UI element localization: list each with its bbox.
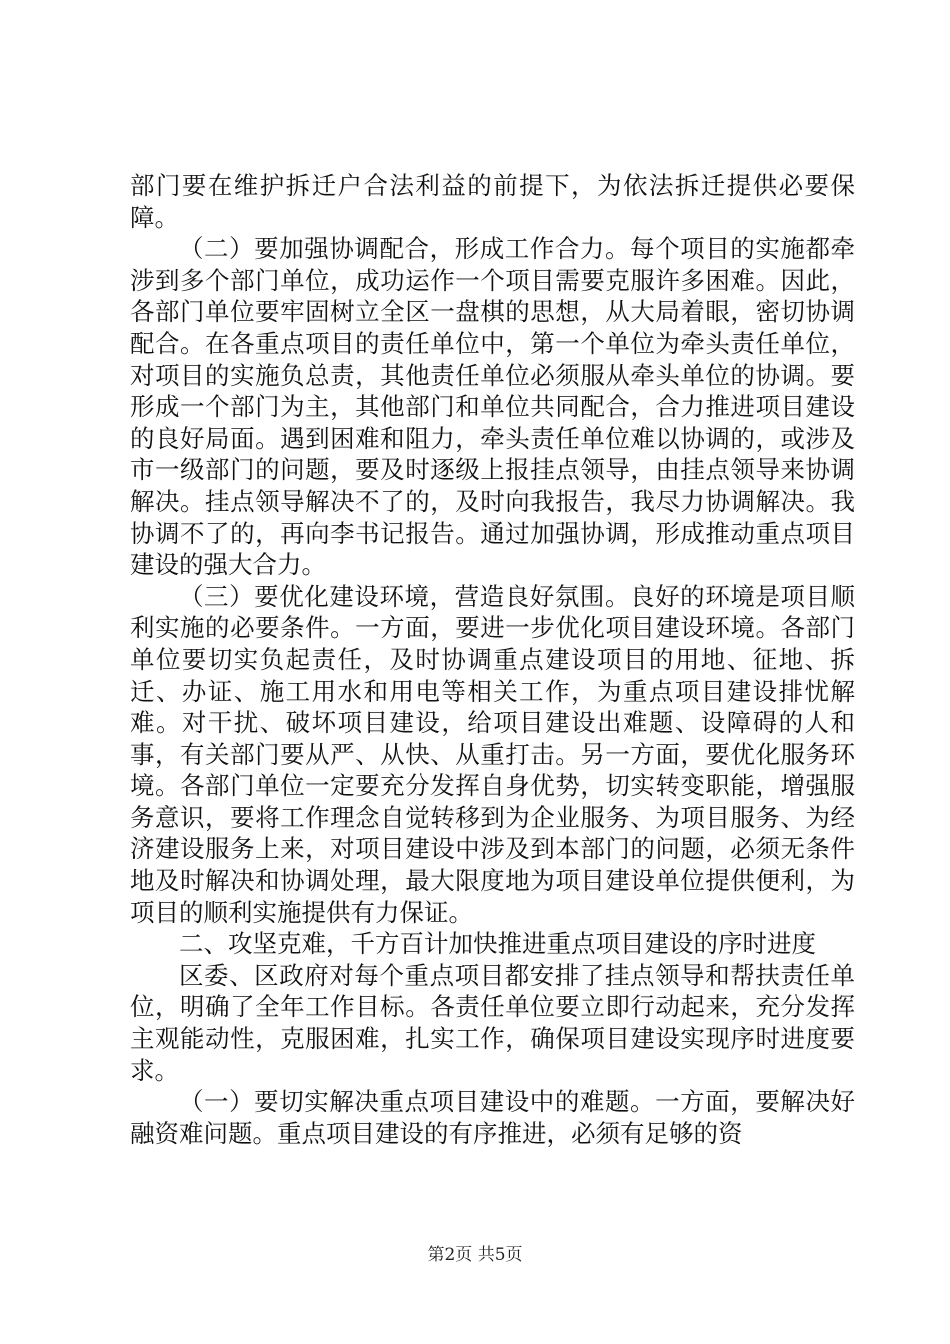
paragraph-coordination: （二）要加强协调配合，形成工作合力。每个项目的实施都牵涉到多个部门单位，成功运作一个项目需要克服许多困难。因此，各部门单位要牢固树立全区一盘棋的思想，从大局着眼，密切协调配合。在各重点项目的责任单位中，第一个单位为牵头责任单位，对项目的实施负总责，其他责任单位必须服从牵头单位的协调。要形成一个部门为主，其他部门和单位共同配合，合力推进项目建设的良好局面。遇到困难和阻力，牵头责任单位难以协调的，或涉及市一级部门的问题，要及时逐级上报挂点领导，由挂点领导来协调解决。挂点领导解决不了的，及时向我报告，我尽力协调解决。我协调不了的，再向李书记报告。通过加强协调，形成推动重点项目建设的强大合力。 <box>130 234 855 580</box>
paragraph-financing: （一）要切实解决重点项目建设中的难题。一方面，要解决好融资难问题。重点项目建设的有序推进，必须有足够的资 <box>130 1087 855 1148</box>
document-body <box>130 170 855 1149</box>
paragraph-responsibility: 区委、区政府对每个重点项目都安排了挂点领导和帮扶责任单位，明确了全年工作目标。各责任单位要立即行动起来，充分发挥主观能动性，克服困难，扎实工作，确保项目建设实现序时进度要求。 <box>130 960 855 1085</box>
section-heading-two: 二、攻坚克难，千方百计加快推进重点项目建设的序时进度 <box>179 929 816 959</box>
paragraph-environment: （三）要优化建设环境，营造良好氛围。良好的环境是项目顺利实施的必要条件。一方面，要进一步优化项目建设环境。各部门单位要切实负起责任，及时协调重点建设项目的用地、征地、拆迁、办证、施工用水和用电等相关工作，为重点项目建设排忧解难。对干扰、破坏项目建设，给项目建设出难题、设障碍的人和事，有关部门要从严、从快、从重打击。另一方面，要优化服务环境。各部门单位一定要充分发挥自身优势，切实转变职能，增强服务意识，要将工作理念自觉转移到为企业服务、为项目服务、为经济建设服务上来，对项目建设中涉及到本部门的问题，必须无条件地及时解决和协调处理，最大限度地为项目建设单位提供便利，为项目的顺利实施提供有力保证。 <box>130 581 855 927</box>
page-number-footer: 第2页 共5页 <box>427 1245 523 1265</box>
paragraph-demolition-guarantee: 部门要在维护拆迁户合法利益的前提下，为依法拆迁提供必要保障。 <box>130 171 855 232</box>
